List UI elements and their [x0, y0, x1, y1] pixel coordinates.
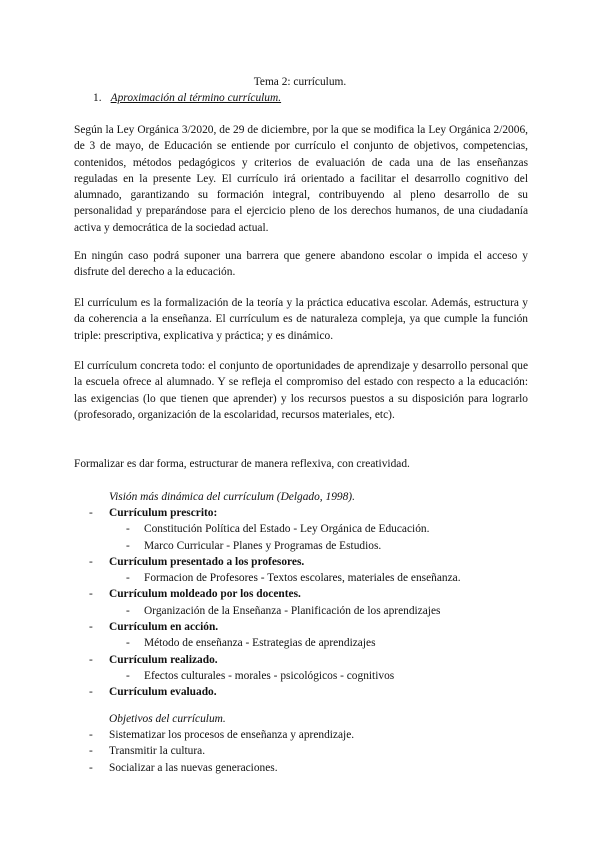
bullet-dash: -	[126, 523, 130, 536]
bullet-dash: -	[126, 572, 130, 585]
bullet-dash: -	[126, 669, 130, 682]
sub-item-text: Constitución Política del Estado - Ley Orgánica de Educación.	[144, 523, 430, 536]
paragraph-ley: Según la Ley Orgánica 3/2020, de 29 de diciembre, por la que se modifica la Ley Orgánica 2/2006, de 3 de mayo, de Educación se entiende por currículo el conjunto de objetivos, competencias, contenidos, métodos pedagógicos y criterios de evaluación de cada una de las enseñanzas reguladas en la presente Ley. El currículo irá orientado a facilitar el desarrollo cognitivo del alumnado, garantizando su formación integral, contribuyendo al pleno desarrollo de su personalidad y preparándose para el ejercicio pleno de los derechos humanos, de una ciudadanía activa y democrática de la sociedad actual.	[74, 124, 528, 234]
bullet-dash: -	[89, 555, 93, 568]
list-item-text: Transmitir la cultura.	[109, 745, 206, 758]
bullet-dash: -	[89, 507, 93, 519]
list-item-label: Currículum evaluado.	[109, 686, 217, 699]
list-item	[74, 652, 544, 668]
sub-list-item	[74, 635, 544, 651]
list-item-label: Currículum realizado.	[109, 653, 218, 666]
list-item-label: Currículum en acción.	[109, 621, 219, 634]
section-number: 1.	[93, 92, 102, 104]
bullet-dash: -	[89, 761, 93, 774]
bullet-dash: -	[89, 686, 93, 699]
sub-item-text: Marco Curricular - Planes y Programas de Estudios.	[144, 539, 382, 552]
bullet-dash: -	[89, 621, 93, 634]
list-item	[74, 619, 544, 635]
sub-item-text: Método de enseñanza - Estrategias de aprendizajes	[144, 637, 376, 650]
list-item	[74, 586, 544, 602]
bullet-dash: -	[126, 539, 130, 552]
bullet-dash: -	[89, 588, 93, 601]
paragraph-formalizacion: El currículum es la formalización de la teoría y la práctica educativa escolar. Además, estructura y da coherencia a la enseñanza. El currículum es de naturaleza compleja, ya que cumple la función triple: prescriptiva, explicativa y práctica; y es dinámico.	[74, 297, 528, 342]
list-item-text: Socializar a las nuevas generaciones.	[109, 761, 278, 774]
paragraph-formalizar: Formalizar es dar forma, estructurar de manera reflexiva, con creatividad.	[74, 458, 410, 470]
sub-list-item	[74, 603, 544, 619]
bullet-dash: -	[89, 729, 93, 741]
bullet-dash: -	[126, 637, 130, 650]
sub-list-item	[74, 521, 544, 537]
list-item	[74, 743, 544, 759]
list-item	[74, 760, 544, 776]
bullet-dash: -	[89, 745, 93, 758]
paragraph-concreta: El currículum concreta todo: el conjunto de oportunidades de aprendizaje y desarrollo personal que la escuela ofrece al alumnado. Y se refleja el compromiso del estado con respecto a la educación: las exigencias (lo que tienen que aprender) y los recursos puestos a su disposición para lograrlo (profesorado, organización de la escolaridad, recursos materiales, etc).	[74, 360, 528, 421]
vision-heading: Visión más dinámica del currículum (Delgado, 1998).	[109, 491, 355, 503]
list-item-label: Currículum prescrito:	[109, 507, 218, 519]
list-item	[74, 505, 544, 521]
list-item-label: Currículum moldeado por los docentes.	[109, 588, 301, 601]
bullet-dash: -	[89, 653, 93, 666]
bullet-dash: -	[126, 604, 130, 617]
list-item	[74, 684, 544, 700]
list-item-text: Sistematizar los procesos de enseñanza y aprendizaje.	[109, 729, 355, 741]
list-item-label: Currículum presentado a los profesores.	[109, 555, 305, 568]
sub-list-item	[74, 570, 544, 586]
objetivos-heading: Objetivos del currículum.	[109, 713, 226, 725]
sub-item-text: Formacion de Profesores - Textos escolares, materiales de enseñanza.	[144, 572, 461, 585]
paragraph-barrera: En ningún caso podrá suponer una barrera que genere abandono escolar o impida el acceso y disfrute del derecho a la educación.	[74, 250, 528, 279]
sub-item-text: Organización de la Enseñanza - Planificación de los aprendizajes	[144, 604, 441, 617]
sub-list-item	[74, 538, 544, 554]
vision-list	[74, 505, 544, 701]
list-item	[74, 554, 544, 570]
objetivos-list	[74, 727, 544, 776]
document-title: Tema 2: currículum.	[253, 76, 347, 88]
section-heading	[93, 90, 281, 106]
sub-item-text: Efectos culturales - morales - psicológicos - cognitivos	[144, 669, 395, 682]
section-title: Aproximación al término currículum.	[110, 92, 282, 104]
sub-list-item	[74, 668, 544, 684]
list-item	[74, 727, 544, 743]
